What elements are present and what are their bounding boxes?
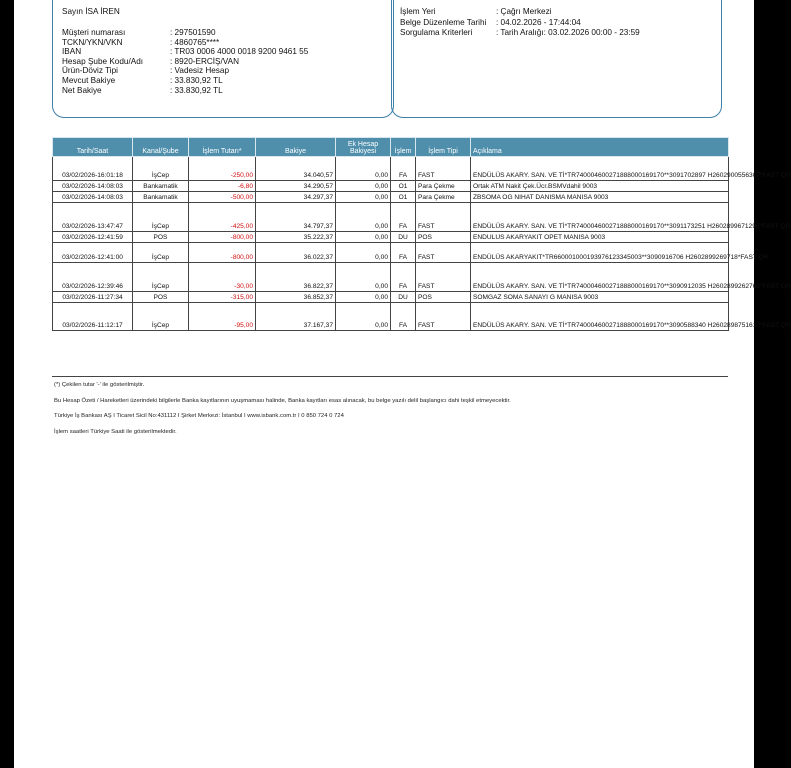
cell-code: FA xyxy=(391,203,416,232)
cell-amount: -6,80 xyxy=(189,181,256,192)
cell-date: 03/02/2026-12:41:59 xyxy=(53,232,133,243)
cell-code: DU xyxy=(391,292,416,303)
cell-balance: 34.040,57 xyxy=(256,157,336,181)
footnote-bank-info: Türkiye İş Bankası AŞ I Ticaret Sicil No:431112 I Şirket Merkezi: İstanbul I www.isbank.com.tr I 0 850 724 0 724 xyxy=(54,413,344,419)
cell-code: FA xyxy=(391,303,416,331)
table-row xyxy=(53,232,729,243)
cell-date: 03/02/2026-14:08:03 xyxy=(53,181,133,192)
col-extra-balance: Ek Hesap Bakiyesi xyxy=(336,138,391,157)
cell-channel: İşCep xyxy=(133,303,189,331)
cell-type: FAST xyxy=(416,263,471,292)
cell-type: POS xyxy=(416,232,471,243)
cell-amount: -315,00 xyxy=(189,292,256,303)
cell-description: ENDÜLÜS AKARY. SAN. VE Tİ*TR740004600271888000169170**3091173251 H2602899671296*FAST QR xyxy=(471,203,729,232)
table-row xyxy=(53,263,729,292)
cell-extra: 0,00 xyxy=(336,292,391,303)
cell-channel: Bankamatik xyxy=(133,181,189,192)
cell-type: FAST xyxy=(416,203,471,232)
cell-code: O1 xyxy=(391,192,416,203)
cell-extra: 0,00 xyxy=(336,157,391,181)
cell-amount: -500,00 xyxy=(189,192,256,203)
cell-extra: 0,00 xyxy=(336,243,391,263)
table-header-row xyxy=(53,138,729,157)
cell-type: FAST xyxy=(416,303,471,331)
field-issue-date: Belge Düzenleme Tarihi : 04.02.2026 - 17:44:04 xyxy=(400,17,581,27)
footer-divider xyxy=(52,376,728,377)
field-customer-number: Müşteri numarası : 297501590 xyxy=(62,28,216,37)
field-product-type: Ürün-Döviz Tipi : Vadesiz Hesap xyxy=(62,66,230,76)
cell-channel: İşCep xyxy=(133,243,189,263)
footnote-timezone: İşlem saatleri Türkiye Saati ile gösterilmektedir. xyxy=(54,429,177,435)
cell-description: ENDULUS AKARYAKIT OPET MANISA 9003 xyxy=(471,232,729,243)
cell-description: SOMGAZ SOMA SANAYI G MANISA 9003 xyxy=(471,292,729,303)
field-branch: Hesap Şube Kodu/Adı : 8920-ERCİŞ/VAN xyxy=(62,56,240,66)
table-row xyxy=(53,181,729,192)
table-row xyxy=(53,303,729,331)
statement-page xyxy=(14,0,791,768)
cell-description: ZBSOMA OG NIHAT DANISMA MANISA 9003 xyxy=(471,192,729,203)
cell-balance: 36.852,37 xyxy=(256,292,336,303)
cell-code: O1 xyxy=(391,181,416,192)
table-row xyxy=(53,157,729,181)
cell-code: FA xyxy=(391,243,416,263)
col-description: Açıklama xyxy=(471,138,729,157)
cell-channel: İşCep xyxy=(133,263,189,292)
cell-balance: 34.797,37 xyxy=(256,203,336,232)
cell-description: Ortak ATM Nakit Çek.Ücr.BSMVdahil 9003 xyxy=(471,181,729,192)
transactions-table xyxy=(52,137,791,331)
cell-code: FA xyxy=(391,157,416,181)
cell-amount: -30,00 xyxy=(189,263,256,292)
col-date: Tarih/Saat xyxy=(53,138,133,157)
cell-date: 03/02/2026-13:47:47 xyxy=(53,203,133,232)
cell-extra: 0,00 xyxy=(336,263,391,292)
cell-channel: POS xyxy=(133,232,189,243)
cell-date: 03/02/2026-16:01:18 xyxy=(53,157,133,181)
cell-balance: 35.222,37 xyxy=(256,232,336,243)
customer-fields xyxy=(62,28,382,95)
col-channel: Kanal/Şube xyxy=(133,138,189,157)
cell-balance: 37.167,37 xyxy=(256,303,336,331)
table-row xyxy=(53,292,729,303)
cell-extra: 0,00 xyxy=(336,203,391,232)
field-iban: IBAN : TR03 0006 4000 0018 9200 9461 55 xyxy=(62,47,309,57)
cell-description: ENDÜLÜS AKARY. SAN. VE Tİ*TR740004600271888000169170**3091702897 H2602900556307*FAST QR xyxy=(471,157,729,181)
cell-balance: 34.290,57 xyxy=(256,181,336,192)
cell-channel: İşCep xyxy=(133,203,189,232)
cell-channel: POS xyxy=(133,292,189,303)
cell-balance: 36.022,37 xyxy=(256,243,336,263)
footnote-disclaimer: Bu Hesap Özeti / Hareketleri üzerindeki bilgilerle Banka kayıtlarının uyuşmaması halinde, Banka kayıtları esas alınacak, bu belge yazılı delil başlangıcı dahi teşkil etmeyecektir. xyxy=(54,398,511,404)
cell-amount: -800,00 xyxy=(189,243,256,263)
cell-amount: -95,00 xyxy=(189,303,256,331)
cell-description: ENDÜLÜS AKARY. SAN. VE Tİ*TR740004600271888000169170**3090588340 H2602898751610*FAST QR xyxy=(471,303,729,331)
cell-date: 03/02/2026-12:41:00 xyxy=(53,243,133,263)
cell-date: 03/02/2026-12:39:46 xyxy=(53,263,133,292)
cell-date: 03/02/2026-11:27:34 xyxy=(53,292,133,303)
col-type: İşlem Tipi xyxy=(416,138,471,157)
table-row xyxy=(53,243,729,263)
customer-greeting: Sayın İSA İREN xyxy=(62,7,120,16)
cell-type: POS xyxy=(416,292,471,303)
document-fields xyxy=(400,7,715,39)
cell-extra: 0,00 xyxy=(336,232,391,243)
field-net-balance: Net Bakiye : 33.830,92 TL xyxy=(62,85,223,95)
cell-amount: -250,00 xyxy=(189,157,256,181)
cell-amount: -800,00 xyxy=(189,232,256,243)
cell-type: FAST xyxy=(416,157,471,181)
cell-extra: 0,00 xyxy=(336,181,391,192)
cell-type: FAST xyxy=(416,243,471,263)
field-transaction-place: İşlem Yeri : Çağrı Merkezi xyxy=(400,7,552,16)
cell-balance: 36.822,37 xyxy=(256,263,336,292)
table-row xyxy=(53,192,729,203)
cell-balance: 34.297,37 xyxy=(256,192,336,203)
footnote-withdrawal: (*) Çekilen tutar '-' ile gösterilmiştir. xyxy=(54,382,145,388)
cell-extra: 0,00 xyxy=(336,192,391,203)
col-balance: Bakiye xyxy=(256,138,336,157)
cell-channel: Bankamatik xyxy=(133,192,189,203)
table-row xyxy=(53,203,729,232)
cell-date: 03/02/2026-14:08:03 xyxy=(53,192,133,203)
cell-date: 03/02/2026-11:12:17 xyxy=(53,303,133,331)
col-amount: İşlem Tutarı* xyxy=(189,138,256,157)
cell-description: ENDÜLÜS AKARYAKIT*TR660001000193976123345003**3090916706 H2602899269718*FAST QR xyxy=(471,243,729,263)
cell-code: FA xyxy=(391,263,416,292)
col-code: İşlem xyxy=(391,138,416,157)
cell-extra: 0,00 xyxy=(336,303,391,331)
cell-description: ENDÜLÜS AKARY. SAN. VE Tİ*TR740004600271888000169170**3090912035 H2602899262766*FAST QR xyxy=(471,263,729,292)
cell-type: Para Çekme xyxy=(416,192,471,203)
cell-channel: İşCep xyxy=(133,157,189,181)
field-current-balance: Mevcut Bakiye : 33.830,92 TL xyxy=(62,75,223,85)
field-tckn: TCKN/YKN/VKN : 4860765**** xyxy=(62,37,220,47)
cell-amount: -425,00 xyxy=(189,203,256,232)
cell-type: Para Çekme xyxy=(416,181,471,192)
field-query-criteria: Sorgulama Kriterleri : Tarih Aralığı: 03.02.2026 00:00 - 23:59 xyxy=(400,28,640,37)
cell-code: DU xyxy=(391,232,416,243)
